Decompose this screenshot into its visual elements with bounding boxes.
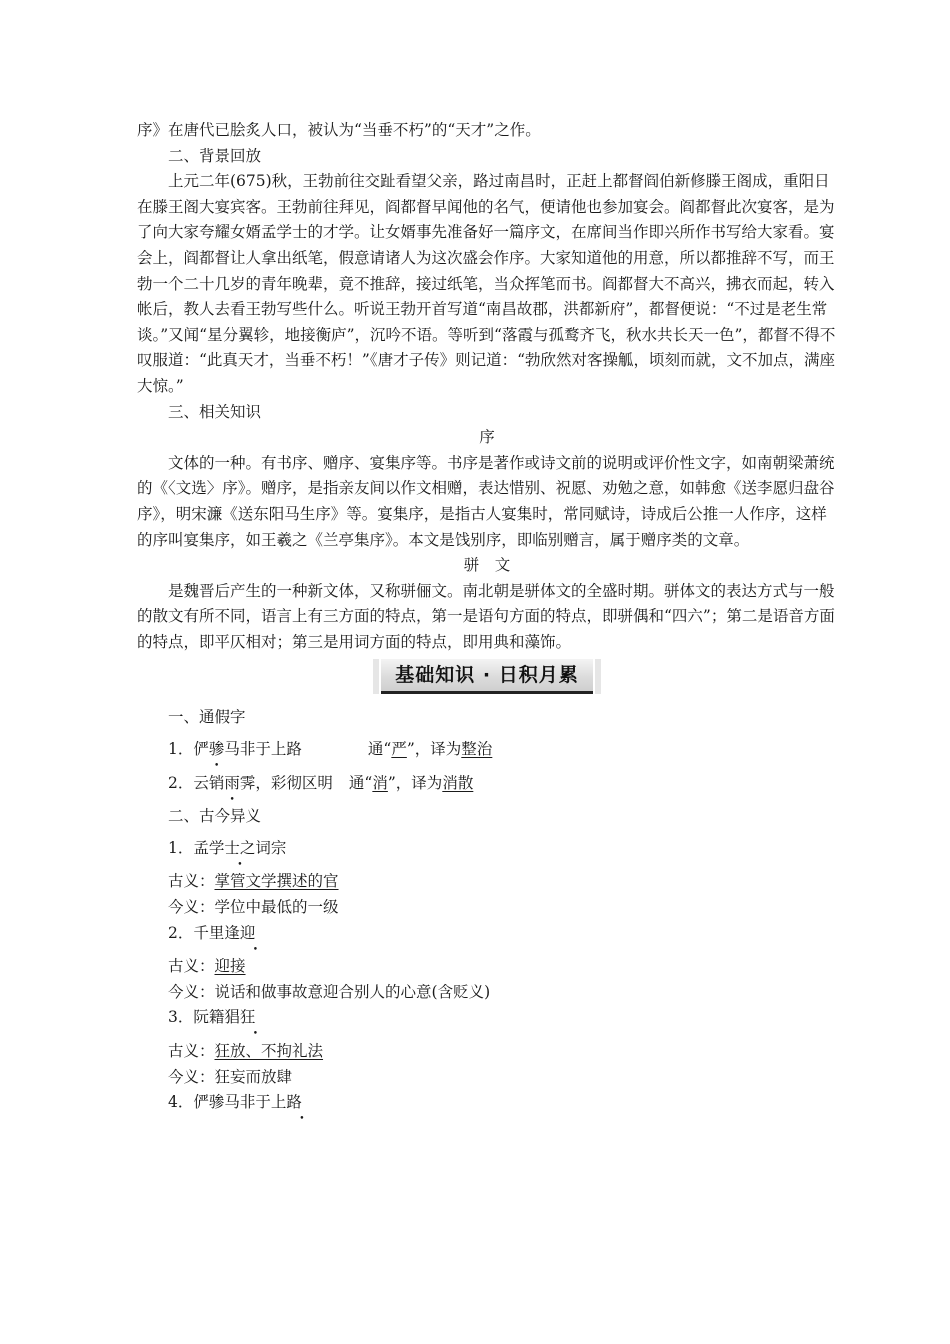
- answer-text: 迎接: [214, 957, 246, 976]
- paragraph-background: 上元二年(675)秋，王勃前往交趾看望父亲，路过南昌时，正赶上都督阎伯新修滕王阁成，重阳日在滕王阁大宴宾客。王勃前往拜见，阎都督早闻他的名气，便请他也参加宴会。阎都督此次宴客，是为了向大家夸耀女婿孟学士的才学。让女婿事先准备好一篇序文，在席间当作即兴所作书写给大家看。宴会上，阎都督让人拿出纸笔，假意请诸人为这次盛会作序。大家知道他的用意，所以都推辞不写，而王勃一个二十几岁的青年晚辈，竟不推辞，接过纸笔，当众挥笔而书。阎都督大不高兴，拂衣而起，转入帐后，教人去看王勃写些什么。听说王勃开首写道“南昌故郡，洪都新府”，都督便说：“不过是老生常谈。”又闻“星分翼轸，地接衡庐”，沉吟不语。等听到“落霞与孤鹜齐飞，秋水共长天一色”，都督不得不叹服道：“此真天才，当垂不朽！”《唐才子传》则记道：“勃欣然对客操觚，顷刻而就，文不加点，满座大惊。”: [137, 172, 836, 395]
- meaning-text: 说话和做事故意迎合别人的心意(含贬义): [214, 982, 491, 1001]
- item-text: 俨骖马非于: [193, 1093, 271, 1112]
- label: 今义：: [168, 982, 215, 1001]
- note-char: 消: [372, 773, 388, 792]
- title-xu: 序: [479, 428, 495, 447]
- guji-modern-3: [137, 1065, 837, 1091]
- label: 今义：: [168, 1067, 215, 1086]
- tongjia-item-1: [137, 737, 837, 763]
- paragraph-pianwen: 是魏晋后产生的一种新文体，又称骈俪文。南北朝是骈体文的全盛时期。骈体文的表达方式与一般的散文有所不同，语言上有三方面的特点，第一是语句方面的特点，即骈偶和“四六”；第二是语音方面的特点，即平仄相对；第三是用词方面的特点，即用典和藻饰。: [137, 581, 835, 651]
- note-text: 通“: [348, 773, 373, 792]
- guji-ancient-1: [137, 869, 837, 895]
- title-pianwen: 骈 文: [463, 556, 511, 575]
- note-text: 通“: [367, 740, 392, 759]
- item-number: 2．: [168, 773, 194, 792]
- item-text: 阮籍: [193, 1008, 225, 1027]
- dotted-char: 俨: [193, 740, 209, 759]
- meaning-text: 狂妄而放肆: [214, 1067, 293, 1086]
- guji-item-2: [137, 921, 837, 947]
- guji-item-3: [137, 1005, 837, 1031]
- guji-item-4: [137, 1090, 837, 1116]
- heading-tongjia: 一、通假字: [168, 708, 246, 727]
- item-number: 1．: [168, 838, 194, 857]
- note-text: ”，译为: [406, 740, 462, 759]
- intro-tail: 序》在唐代已脍炙人口，被认为“当垂不朽”的“天才”之作。: [137, 121, 541, 139]
- answer-text: 狂放、不拘礼法: [214, 1042, 324, 1060]
- label: 今义：: [168, 898, 215, 917]
- heading-background: 二、背景回放: [168, 146, 262, 165]
- section-banner-wrap: [137, 659, 837, 693]
- meaning-text: 学位中最低的一级: [214, 898, 339, 917]
- guji-item-1: [137, 836, 837, 862]
- guji-modern-2: [137, 980, 837, 1006]
- item-text: 云: [193, 773, 209, 792]
- note-char: 严: [391, 740, 407, 759]
- answer-text: 掌管文学撰述的官: [214, 872, 339, 891]
- answer-text: 整治: [461, 740, 493, 759]
- item-text: 之词宗: [239, 838, 287, 857]
- dotted-word: 猖狂: [224, 1008, 256, 1027]
- answer-text: 消散: [442, 773, 474, 792]
- label: 古义：: [168, 1042, 215, 1060]
- item-text: 千里: [193, 923, 225, 942]
- dotted-word: 上路: [270, 1093, 302, 1112]
- document-page: [137, 118, 837, 1116]
- dotted-char: 销: [208, 773, 225, 792]
- dotted-word: 逢迎: [224, 923, 256, 942]
- item-number: 4．: [168, 1093, 194, 1112]
- note-text: ”，译为: [387, 773, 443, 792]
- heading-knowledge: 三、相关知识: [168, 402, 262, 421]
- dotted-word: 学士: [208, 838, 240, 857]
- guji-ancient-2: [137, 954, 837, 980]
- item-number: 3．: [168, 1008, 194, 1027]
- item-text: 骖马非于上路: [208, 740, 302, 759]
- item-text: 雨霁，彩彻区明: [224, 773, 333, 792]
- section-banner: 基础知识 · 日积月累: [381, 659, 592, 694]
- guji-modern-1: [137, 895, 837, 921]
- item-text: 孟: [193, 838, 209, 857]
- heading-guji: 二、古今异义: [168, 807, 262, 826]
- label: 古义：: [168, 872, 215, 891]
- label: 古义：: [168, 957, 215, 976]
- item-number: 2．: [168, 923, 194, 942]
- tongjia-item-2: [137, 771, 837, 797]
- guji-ancient-3: [137, 1039, 837, 1065]
- item-number: 1．: [168, 740, 194, 759]
- paragraph-xu: 文体的一种。有书序、赠序、宴集序等。书序是著作或诗文前的说明或评价性文字，如南朝梁萧统的《〈文选〉序》。赠序，是指亲友间以作文相赠，表达惜别、祝愿、劝勉之意，如韩愈《送李愿归盘谷序》，明宋濂《送东阳马生序》等。宴集序，是指古人宴集时，常同赋诗，诗成后公推一人作序，这样的序叫宴集序，如王羲之《兰亭集序》。本文是饯别序，即临别赠言，属于赠序类的文章。: [137, 453, 835, 549]
